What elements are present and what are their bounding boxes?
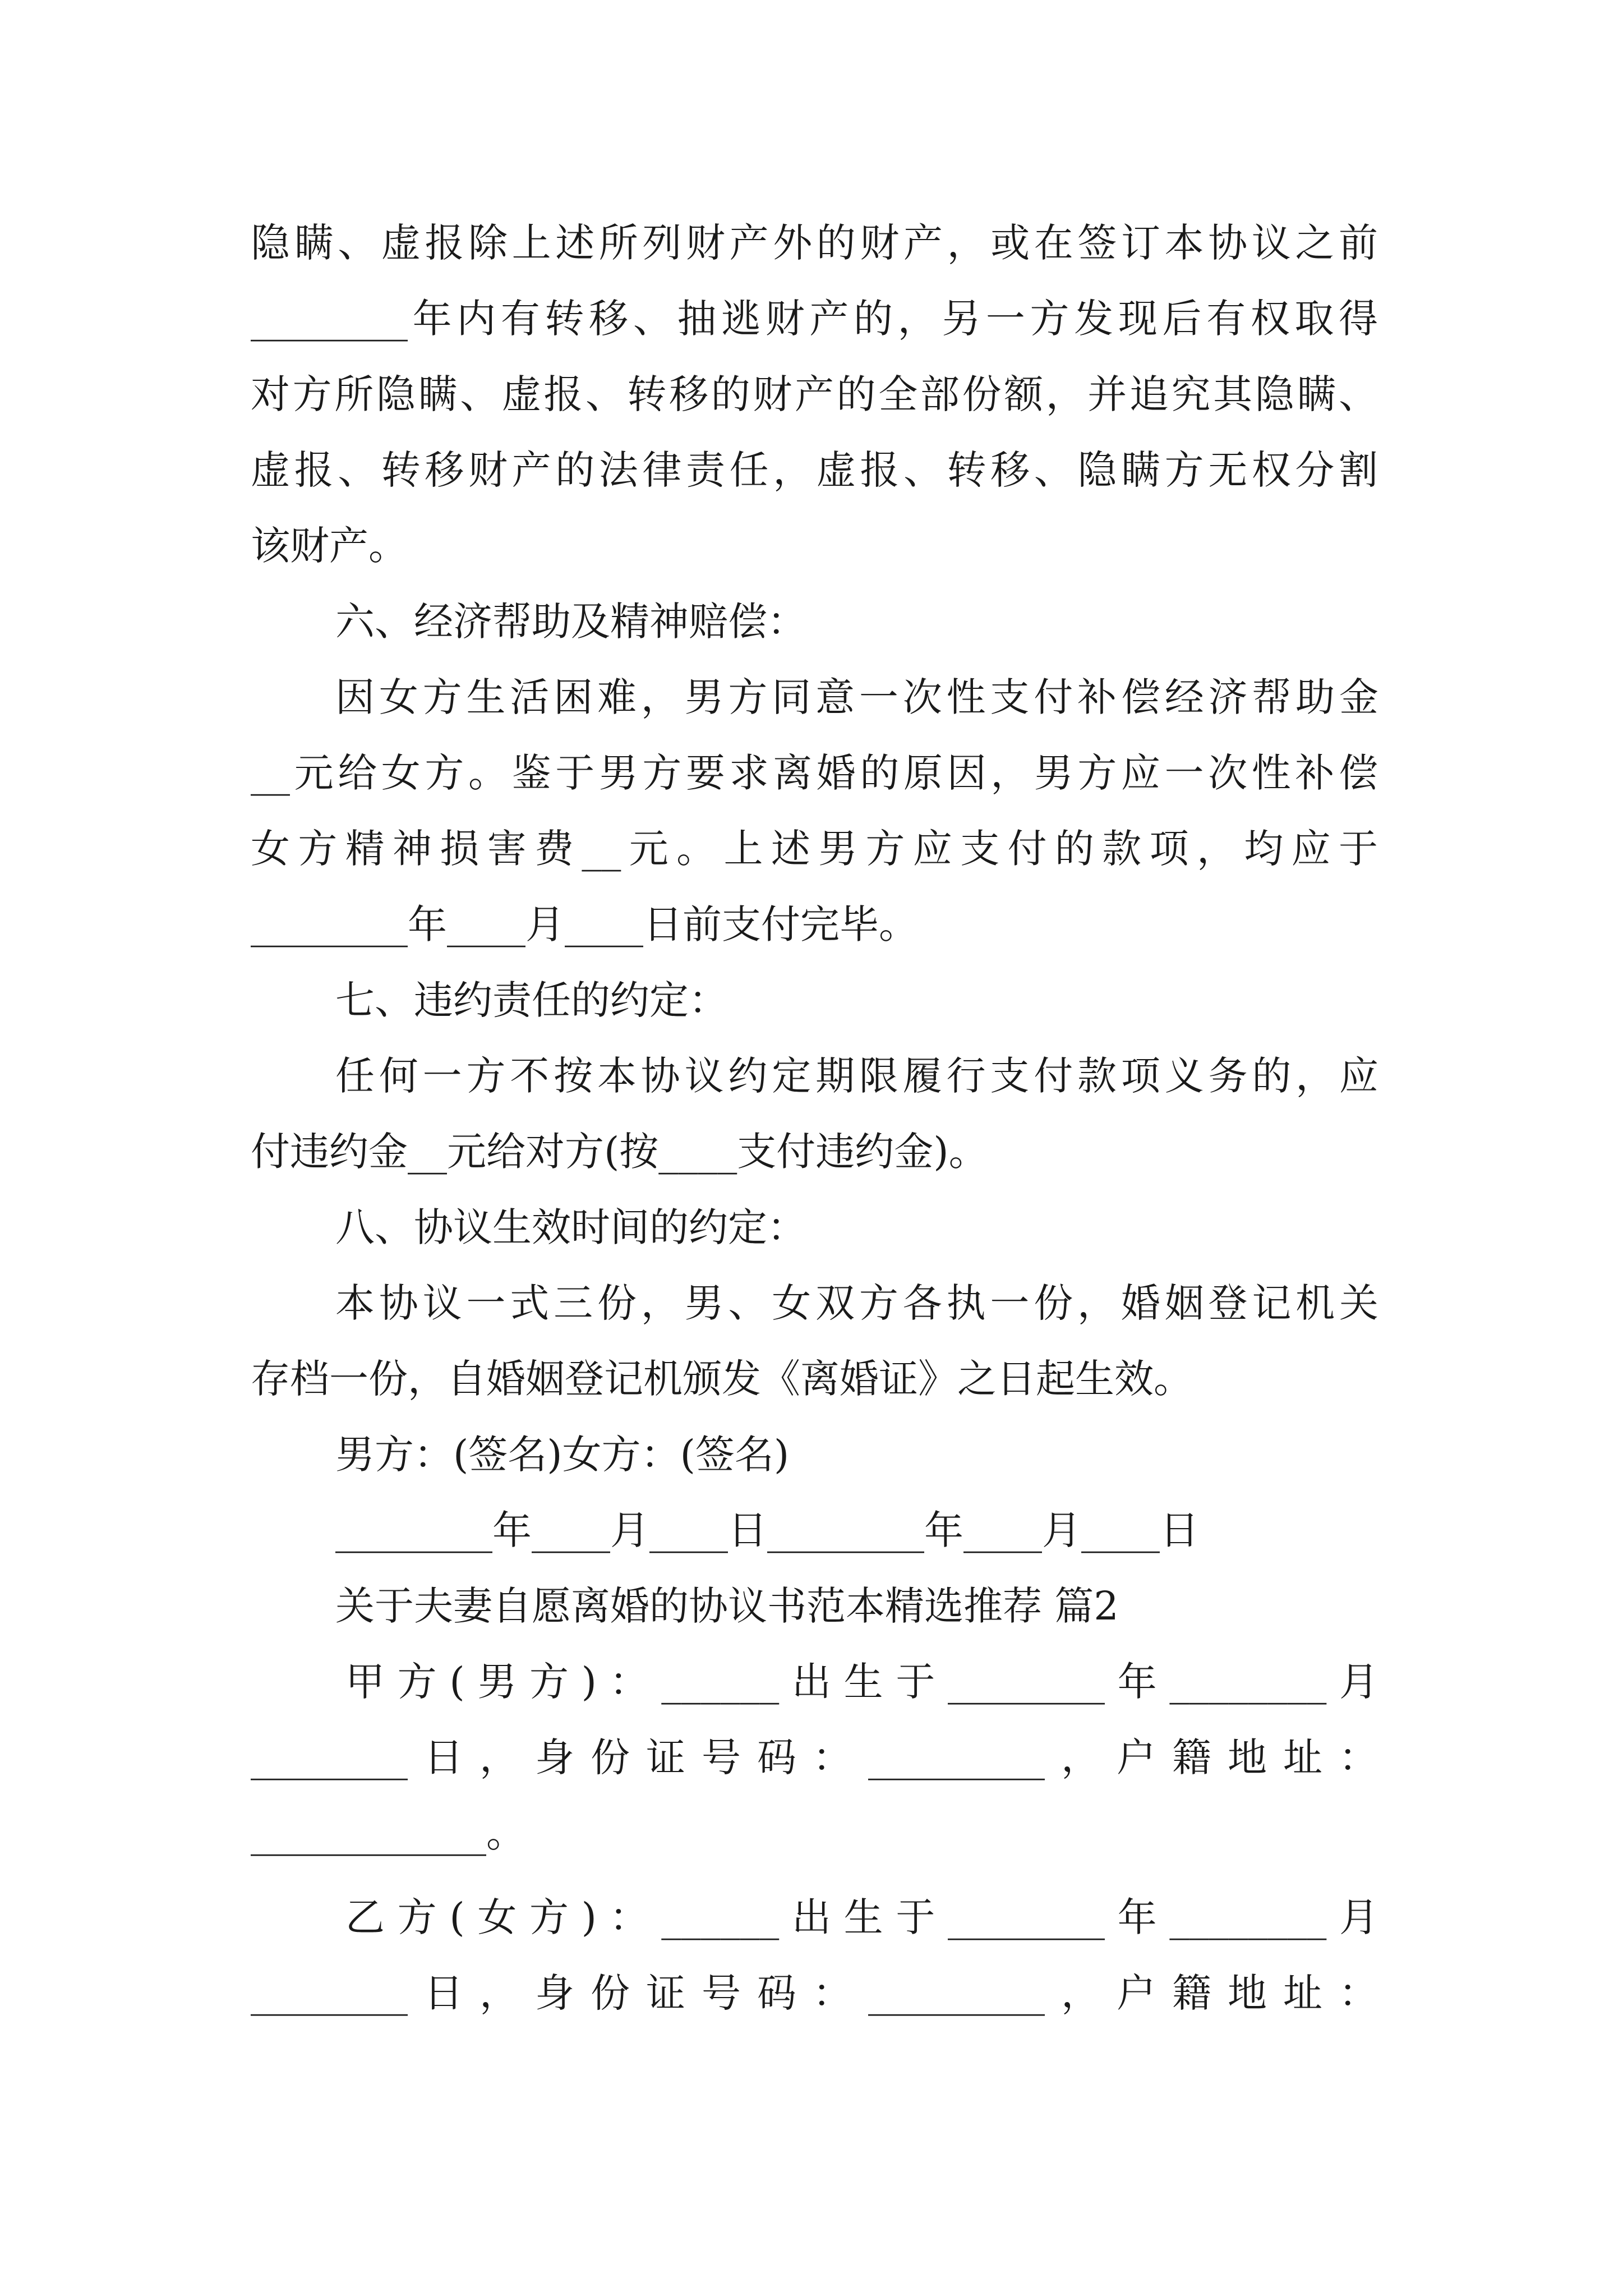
body-line: 付违约金__元给对方(按____支付违约金)。 [251,1129,988,1175]
article-heading: 关于夫妻自愿离婚的协议书范本精选推荐 篇2 [335,1583,1119,1629]
section-heading: 八、协议生效时间的约定： [335,1204,806,1250]
party-line: ________日，身份证号码：_________，户籍地址： [251,1734,1378,1780]
section-heading: 七、违约责任的约定： [335,977,728,1023]
body-line: 因女方生活困难，男方同意一次性支付补偿经济帮助金 [335,674,1378,720]
party-line: ________日，身份证号码：_________，户籍地址： [251,1970,1378,2016]
date-line: ________年____月____日________年____月____日 [335,1507,1199,1553]
signature-line: 男方：(签名)女方：(签名) [335,1432,790,1478]
body-line: ________年内有转移、抽逃财产的，另一方发现后有权取得 [251,296,1378,342]
body-line: __元给女方。鉴于男方要求离婚的原因，男方应一次性补偿 [251,750,1378,796]
body-line: 虚报、转移财产的法律责任，虚报、转移、隐瞒方无权分割 [251,447,1378,493]
body-line: 女方精神损害费__元。上述男方应支付的款项，均应于 [251,826,1378,872]
body-line: ________年____月____日前支付完毕。 [251,901,918,947]
party-line: 乙方(女方)：______出生于________年________月 [345,1894,1378,1940]
body-line: 对方所隐瞒、虚报、转移的财产的全部份额，并追究其隐瞒、 [251,371,1378,417]
body-line: 隐瞒、虚报除上述所列财产外的财产，或在签订本协议之前 [251,220,1378,266]
party-line: ____________。 [251,1810,525,1856]
body-line: 该财产。 [251,523,408,569]
body-line: 本协议一式三份，男、女双方各执一份，婚姻登记机关 [335,1280,1378,1326]
body-line: 任何一方不按本协议约定期限履行支付款项义务的，应 [335,1053,1378,1099]
party-line: 甲方(男方)：______出生于________年________月 [345,1659,1378,1705]
body-line: 存档一份，自婚姻登记机颁发《离婚证》之日起生效。 [251,1356,1193,1402]
section-heading: 六、经济帮助及精神赔偿： [335,599,806,645]
